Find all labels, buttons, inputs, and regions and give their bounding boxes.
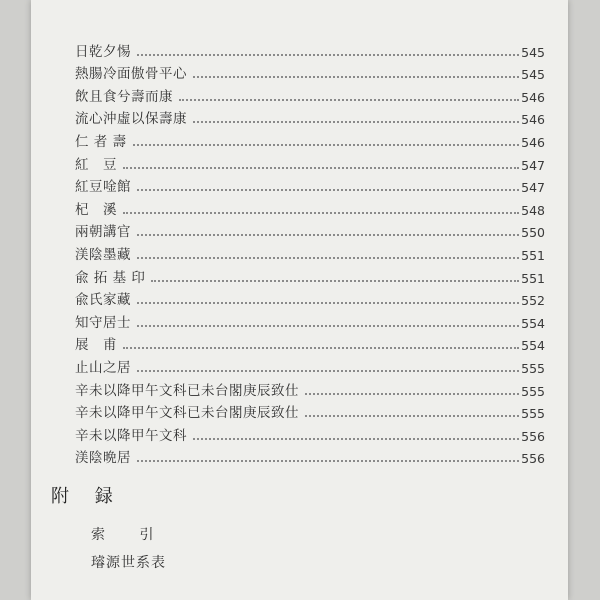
toc-entry-title: 兪氏家藏	[75, 292, 131, 309]
toc-entry-page: 554	[521, 338, 545, 354]
leader-dots	[137, 302, 519, 304]
leader-dots	[133, 144, 520, 146]
toc-entry	[75, 218, 545, 241]
leader-dots	[179, 99, 519, 101]
leader-dots	[137, 257, 519, 259]
toc-entry-title: 兪 拓 基 印	[75, 269, 146, 286]
toc-entry-title: 杞 溪	[75, 201, 117, 218]
toc-entry	[75, 150, 545, 173]
toc-entry	[75, 60, 545, 83]
toc-entry-title: 展 甫	[75, 337, 117, 354]
toc-entry	[75, 444, 545, 467]
leader-dots	[123, 167, 519, 169]
book-page	[31, 0, 568, 600]
toc-entry	[75, 105, 545, 128]
leader-dots	[137, 370, 519, 372]
toc-entry	[75, 421, 545, 444]
toc-entry-title: 紅豆唫館	[75, 179, 131, 196]
appendix-heading: 附 録	[51, 486, 123, 507]
toc-entry-page: 551	[521, 247, 545, 263]
leader-dots	[193, 76, 519, 78]
toc-entry-page: 546	[521, 89, 545, 105]
toc-entry	[75, 286, 545, 309]
toc-entry	[75, 127, 545, 150]
toc-entry-page: 548	[521, 202, 545, 218]
toc-entry-title: 兩朝講官	[75, 224, 131, 241]
toc-entry-title: 熱腸冷面傲骨平心	[75, 66, 187, 83]
appendix-item-index: 索 引	[91, 527, 169, 543]
toc-entry	[75, 308, 545, 331]
leader-dots	[305, 415, 519, 417]
toc-entry	[75, 37, 545, 60]
toc-entry-page: 547	[521, 180, 545, 196]
toc-entry-page: 556	[521, 428, 545, 444]
toc-entry-page: 555	[521, 383, 545, 399]
toc-entry	[75, 195, 545, 218]
toc-list	[75, 37, 545, 466]
toc-entry	[75, 331, 545, 354]
leader-dots	[137, 460, 519, 462]
toc-entry	[75, 82, 545, 105]
toc-entry-title: 止山之居	[75, 359, 131, 376]
appendix-item-genealogy: 璿源世系表	[91, 555, 166, 571]
toc-entry-page: 552	[521, 293, 545, 309]
leader-dots	[123, 212, 519, 214]
toc-entry-title: 日乾夕惕	[75, 43, 131, 60]
toc-entry-title: 仁 者 壽	[75, 133, 127, 150]
toc-entry-title: 渼陰墨藏	[75, 246, 131, 263]
toc-entry	[75, 263, 545, 286]
toc-entry	[75, 376, 545, 399]
leader-dots	[137, 54, 519, 56]
toc-entry-page: 555	[521, 406, 545, 422]
toc-entry	[75, 240, 545, 263]
toc-entry-page: 546	[521, 112, 545, 128]
toc-entry	[75, 353, 545, 376]
toc-entry	[75, 173, 545, 196]
toc-entry-page: 545	[521, 44, 545, 60]
leader-dots	[193, 438, 519, 440]
toc-entry-title: 辛未以降甲午文科	[75, 427, 187, 444]
leader-dots	[137, 189, 519, 191]
toc-entry-page: 551	[521, 270, 545, 286]
toc-entry-title: 辛未以降甲午文科已未台閣庚辰致仕	[75, 405, 299, 422]
toc-entry-page: 547	[521, 157, 545, 173]
leader-dots	[193, 121, 519, 123]
leader-dots	[137, 234, 519, 236]
toc-entry-page: 554	[521, 315, 545, 331]
leader-dots	[151, 280, 519, 282]
toc-entry-title: 知守居士	[75, 314, 131, 331]
toc-entry-title: 渼陰晩居	[75, 450, 131, 467]
leader-dots	[305, 393, 519, 395]
toc-entry-title: 流心沖虛以保壽康	[75, 111, 187, 128]
toc-entry-page: 545	[521, 67, 545, 83]
toc-entry-page: 546	[521, 134, 545, 150]
toc-entry	[75, 399, 545, 422]
leader-dots	[123, 347, 519, 349]
toc-entry-title: 飲且食兮壽而康	[75, 88, 173, 105]
leader-dots	[137, 325, 519, 327]
toc-entry-page: 550	[521, 225, 545, 241]
toc-entry-title: 辛未以降甲午文科已未台閣庚辰致仕	[75, 382, 299, 399]
toc-entry-page: 555	[521, 360, 545, 376]
toc-entry-title: 紅 豆	[75, 156, 117, 173]
toc-entry-page: 556	[521, 451, 545, 467]
